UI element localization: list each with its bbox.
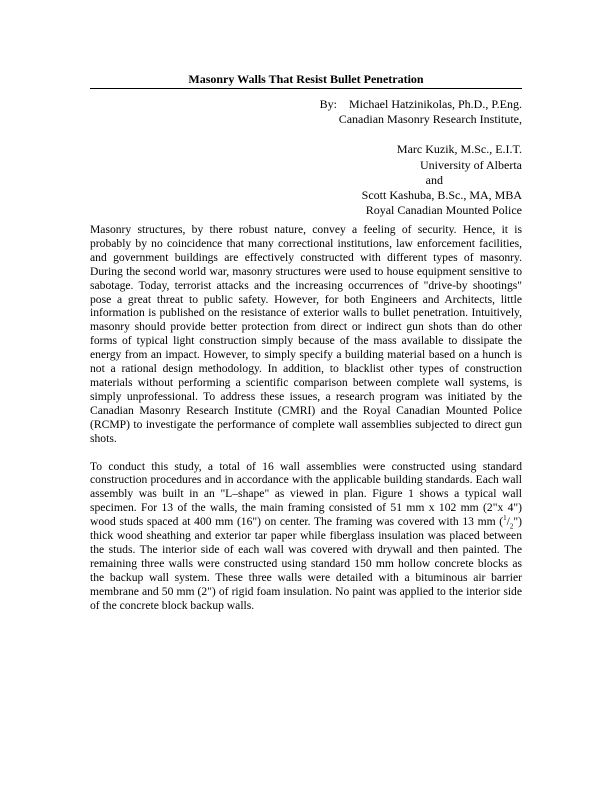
paragraph-intro: Masonry structures, by there robust nature, convey a feeling of security. Hence, it is probably by no coincidence that many correctional institutions, law enforcement facilities, and government buildings are effectively constructed with different types of masonry. During the second world war, masonry structures were used to house equipment sensitive to sabotage. Today, terrorist attacks and the increasing occurrences of "drive-by shootings" pose a great threat to public safety. However, for both Engineers and Architects, little information is published on the resistance of exterior walls to bullet penetration. Intuitively, masonry should provide better protection from direct or indirect gun shots than do other forms of typical light construction simply because of the mass available to dissipate the energy from an impact. However, to simply specify a building material based on a hunch is not a rational design methodology. In addition, to blacklist other types of construction materials without performing a scientific comparison between complete wall systems, is simply unprofessional. To address these issues, a research program was initiated by the Canadian Masonry Research Institute (CMRI) and the Royal Canadian Mounted Police (RCMP) to investigate the performance of complete wall assemblies subjected to direct gun shots.	[90, 223, 522, 445]
fraction-numerator: 1	[503, 514, 507, 523]
paragraph-method	[90, 460, 522, 613]
by-label: By:	[319, 97, 338, 111]
paragraph-method-part1: To conduct this study, a total of 16 wall assemblies were constructed using standard construction procedures and in accordance with the applicable building standards. Each wall assembly was built in an "L–shape" as viewed in plan. Figure 1 shows a typical wall specimen. For 13 of the walls, the main framing consisted of 51 mm x 102 mm (2"x 4") wood studs spaced at 400 mm (16") on center. The framing was covered with 13 mm (	[90, 459, 522, 529]
author1-affiliation: Canadian Masonry Research Institute,	[338, 112, 522, 127]
author2-affiliation: University of Alberta	[420, 157, 522, 172]
author3-affiliation: Royal Canadian Mounted Police	[365, 203, 522, 218]
author-block	[90, 97, 522, 218]
author3-name: Scott Kashuba, B.Sc., MA, MBA	[361, 188, 522, 203]
and-connector: and	[425, 172, 443, 187]
fraction-denominator: 2	[509, 522, 514, 531]
author1-line	[90, 97, 522, 112]
paper-title: Masonry Walls That Resist Bullet Penetration	[188, 72, 424, 86]
paragraph-method-part2: ") thick wood sheathing and exterior tar paper while fiberglass insulation was placed between the studs. The interior side of each wall was covered with drywall and then painted. The remaining three walls were constructed using standard 150 mm hollow concrete blocks as the backup wall system. These three walls were detailed with a bituminous air barrier membrane and 50 mm (2") of rigid foam insulation. No paint was applied to the interior side of the concrete block backup walls.	[90, 515, 522, 612]
author2-name: Marc Kuzik, M.Sc., E.I.T.	[396, 142, 522, 157]
author1-name: Michael Hatzinikolas, Ph.D., P.Eng.	[349, 97, 522, 111]
title-divider	[90, 88, 522, 89]
paper-body	[90, 223, 522, 626]
author-gap	[90, 127, 522, 142]
fraction-slash: /	[506, 515, 510, 529]
